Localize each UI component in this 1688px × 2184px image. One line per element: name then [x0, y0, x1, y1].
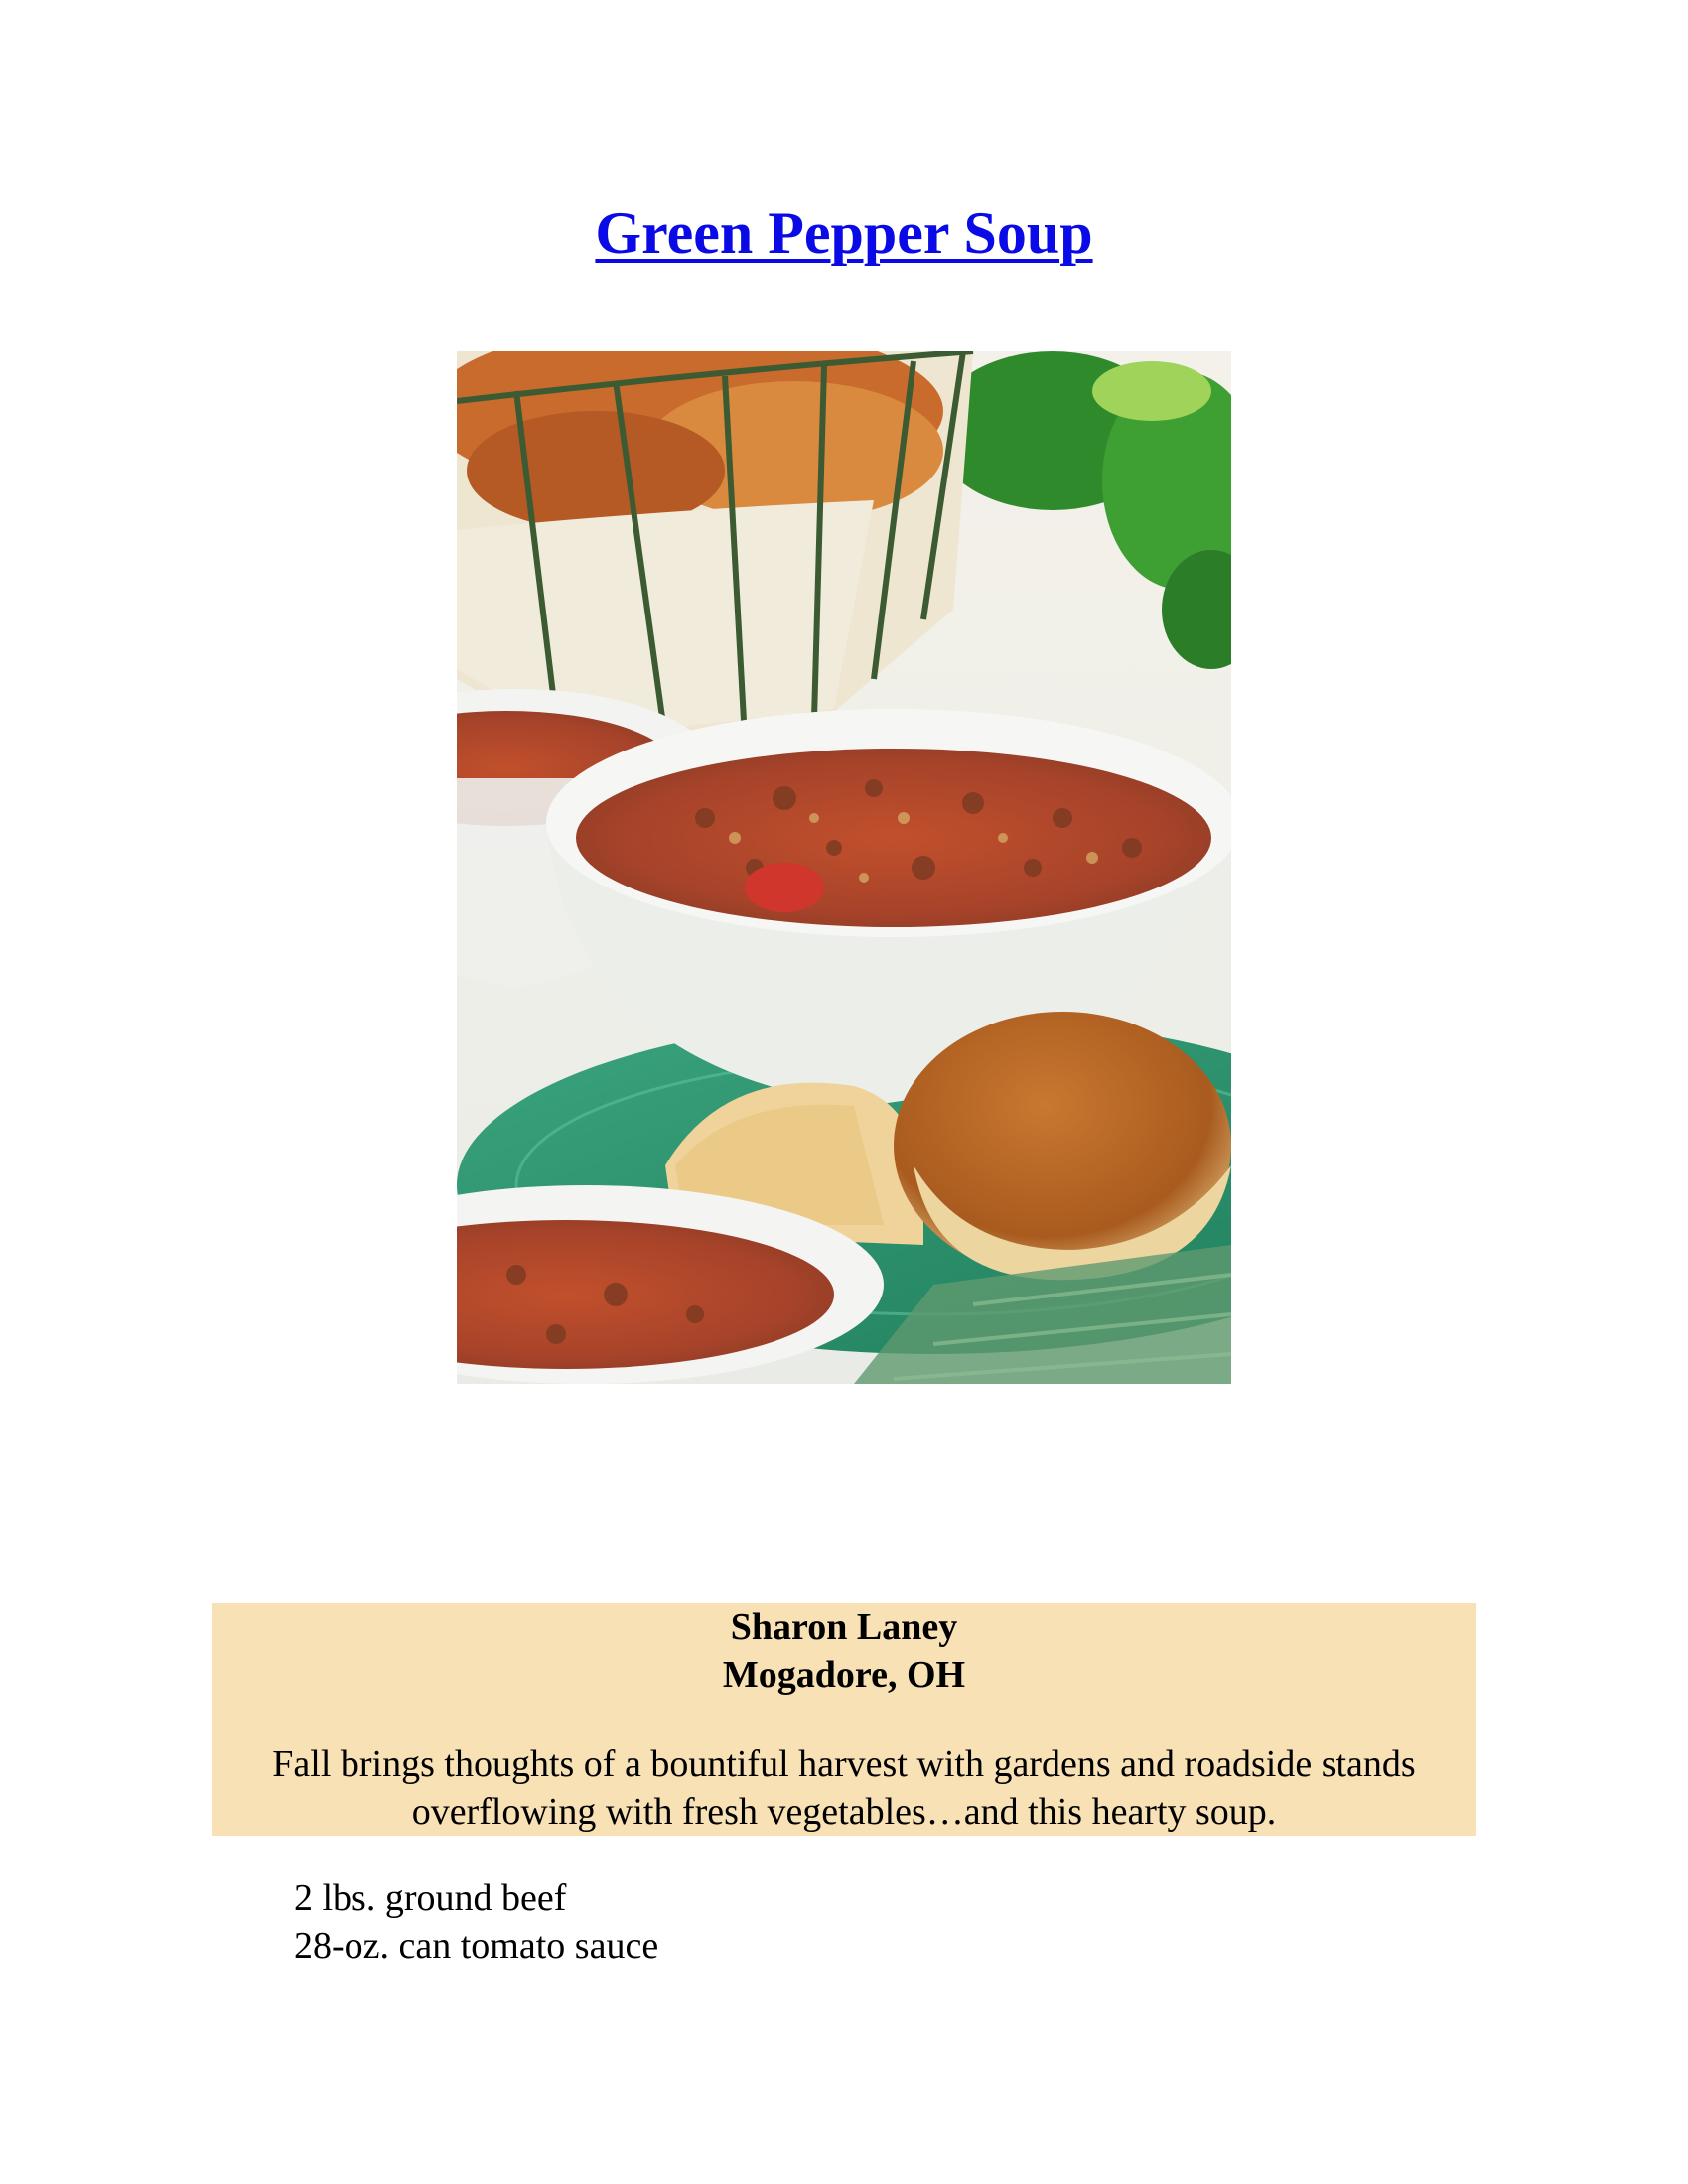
recipe-description: Fall brings thoughts of a bountiful harvest with gardens and roadside stands overflowing with fresh vegetables…and this hearty soup. — [272, 1743, 1416, 1833]
soup-photo — [457, 351, 1231, 1384]
ingredient-item: 2 lbs. ground beef — [294, 1877, 567, 1919]
recipe-intro-box — [212, 1603, 1476, 1836]
recipe-author: Sharon Laney — [730, 1606, 958, 1648]
recipe-location: Mogadore, OH — [722, 1654, 966, 1696]
recipe-title-link[interactable]: Green Pepper Soup — [595, 201, 1093, 266]
recipe-title — [0, 197, 1688, 270]
ingredient-item: 28-oz. can tomato sauce — [294, 1925, 659, 1967]
ingredient-list — [294, 1874, 658, 1970]
